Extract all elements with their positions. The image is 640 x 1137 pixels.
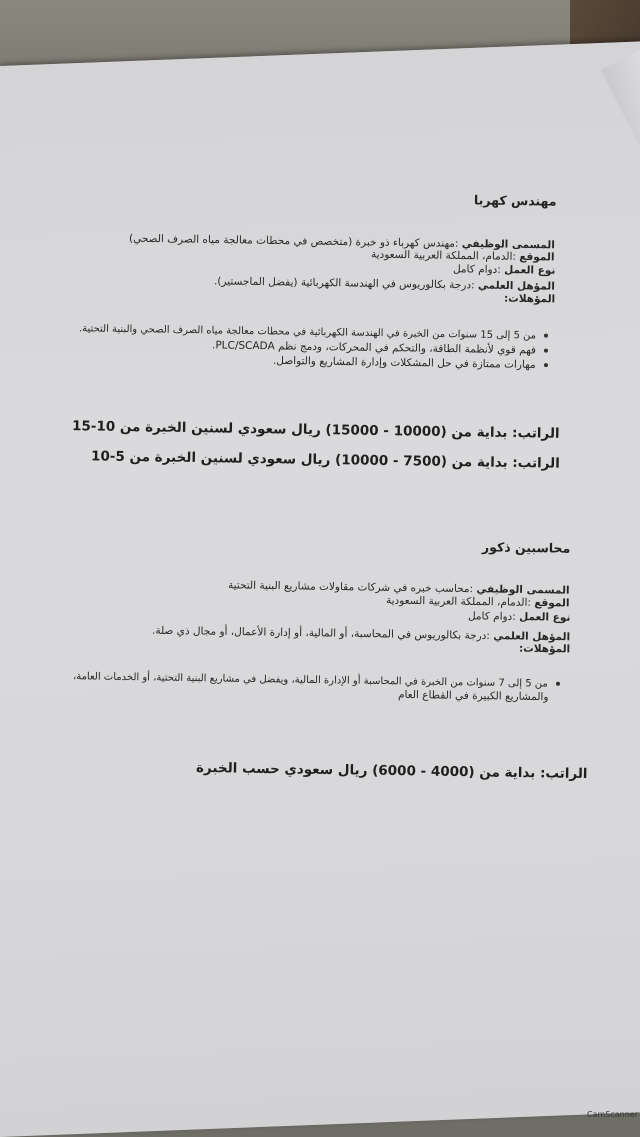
location-label: الموقع [519, 250, 556, 264]
qualifications-heading: المؤهلات: [518, 642, 571, 656]
qualification-label: المؤهل العلمي [478, 279, 556, 293]
work-type-line [468, 610, 571, 624]
scanner-watermark: CamScanner [586, 1110, 638, 1119]
list-item [273, 355, 548, 371]
job-title-line [129, 233, 555, 252]
qualifications-heading: المؤهلات: [503, 292, 556, 306]
job-title-value: :مهندس كهرباء ذو خبرة (متخصص في محطات معالجة مياه الصرف الصحي) [128, 232, 459, 250]
bullet-text-continued: والمشاريع الكبيرة في القطاع العام [397, 688, 549, 704]
list-item [73, 671, 560, 690]
section-title-accountants: محاسبين ذكور [481, 539, 571, 556]
job-title-label: المسمى الوظيفي [461, 237, 556, 252]
bullet-icon [544, 363, 548, 367]
location-label: الموقع [534, 596, 571, 610]
qualification-line [152, 625, 570, 644]
bullet-text: من 5 إلى 15 سنوات من الخبرة في الهندسة الكهربائية في محطات معالجة مياه الصرف الصحي والبنية التحتية. [78, 323, 537, 342]
location-value: :الدمام، المملكة العربية السعودية [371, 248, 517, 263]
job-title-label: المسمى الوظيفي [476, 583, 571, 597]
work-type-label: نوع العمل [503, 264, 556, 277]
salary-line: الراتب: بداية من (4000 - 6000) ريال سعودي حسب الخبرة [196, 759, 589, 783]
work-type-line [453, 263, 556, 277]
bullet-icon [544, 349, 548, 353]
salary-line: الراتب: بداية من (7500 - 10000) ريال سعودي لسنين الخبرة من 5-10 [91, 448, 561, 472]
qualification-line [214, 275, 555, 292]
bullet-icon [556, 682, 560, 686]
bullet-text: مهارات ممتازة في حل المشكلات وإدارة المشاريع والتواصل. [273, 354, 537, 371]
location-line [386, 595, 570, 610]
bullet-icon [544, 334, 548, 338]
section-title-electrical-engineer: مهندس كهربا [474, 192, 558, 209]
job-title-value: :محاسب خبره في شركات مقاولات مشاريع البنية التحتية [228, 579, 474, 596]
location-line [371, 249, 555, 264]
salary-line: الراتب: بداية من (10000 - 15000) ريال سعودي لسنين الخبرة من 10-15 [72, 418, 561, 442]
work-type-label: نوع العمل [518, 611, 571, 624]
bullet-text: فهم قوي لأنظمة الطاقة، والتحكم في المحركات، ودمج نظم PLC/SCADA. [211, 339, 537, 357]
qualification-value: :درجة بكالوريوس في المحاسبة، أو المالية، أو إدارة الأعمال، أو مجال ذي صلة. [151, 624, 490, 643]
bullet-text: من 5 إلى 7 سنوات من الخبرة في المحاسبة أو الإدارة المالية، ويفضل في مشاريع البنية التحتية، أو الخدمات العامة، [73, 671, 549, 690]
qualification-value: :درجة بكالوريوس في الهندسة الكهربائية (يفضل الماجستير). [214, 275, 475, 292]
location-value: :الدمام، المملكة العربية السعودية [386, 594, 532, 609]
list-item [79, 323, 548, 341]
qualification-label: المؤهل العلمي [492, 630, 571, 644]
list-item [212, 339, 548, 356]
work-type-value: :دوام كامل [467, 610, 516, 623]
work-type-value: :دوام كامل [452, 263, 501, 276]
